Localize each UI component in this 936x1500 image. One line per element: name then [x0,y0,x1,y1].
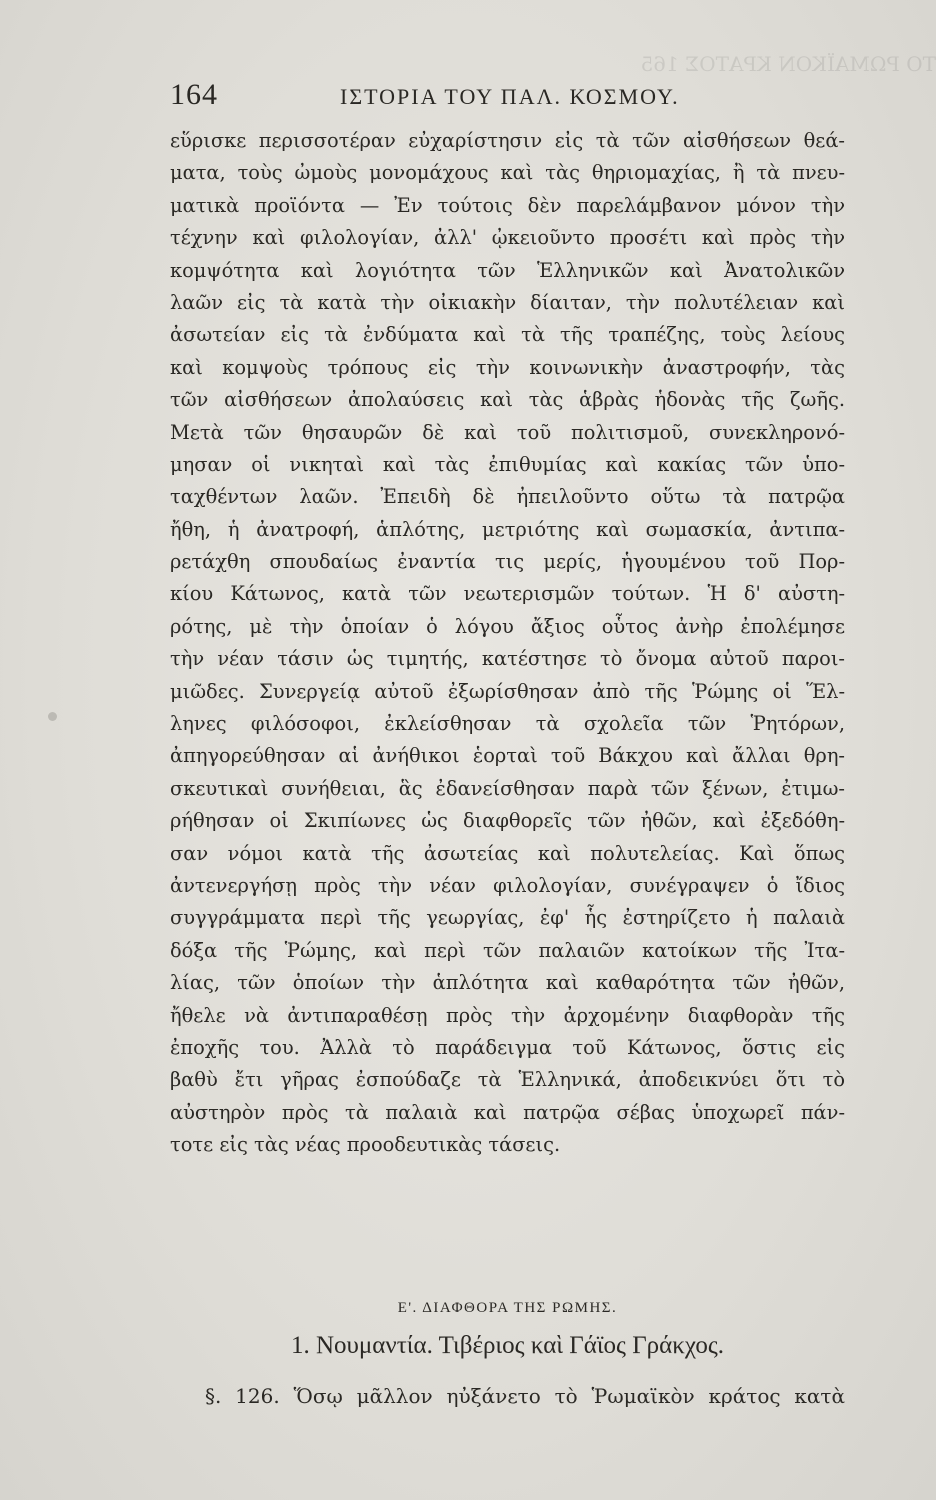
text-line: τέχνην καὶ φιλολογίαν, ἀλλ' ᾠκειοῦντο προσέτι καὶ πρὸς τὴν [170,226,845,250]
text-line: ματικὰ προϊόντα — Ἐν τούτοις δὲν παρελάμβανον μόνον τὴν [170,193,845,217]
text-line: ρήθησαν οἱ Σκιπίωνες ὡς διαφθορεῖς τῶν ἠθῶν, καὶ ἐξεδόθη- [170,809,845,833]
text-line: μησαν οἱ νικηταὶ καὶ τὰς ἐπιθυμίας καὶ κακίας τῶν ὑπο- [170,452,845,476]
text-line: εὕρισκε περισσοτέραν εὐχαρίστησιν εἰς τὰ τῶν αἰσθήσεων θεά- [170,129,845,152]
text-line: λίας, τῶν ὁποίων τὴν ἁπλότητα καὶ καθαρότητα τῶν ἠθῶν, [170,971,845,995]
body-text [170,125,845,1162]
text-line: ἀπηγορεύθησαν αἱ ἀνήθικοι ἑορταὶ τοῦ Βάκχου καὶ ἄλλαι θρη- [170,744,845,768]
text-line: σκευτικαὶ συνήθειαι, ἃς ἐδανείσθησαν παρὰ τῶν ξένων, ἐτιμω- [170,776,845,800]
section-heading: Ε'. ΔΙΑΦΘΟΡΑ ΤΗΣ ΡΩΜΗΣ. [397,1300,618,1316]
paragraph-start: §. 126. Ὅσῳ μᾶλλον ηὐξάνετο τὸ Ῥωμαϊκὸν κράτος κατὰ [205,1384,845,1408]
text-line: κίου Κάτωνος, κατὰ τῶν νεωτερισμῶν τούτων. Ἡ δ' αὐστη- [170,582,845,606]
text-line: ἀντενεργήσῃ πρὸς τὴν νέαν φιλολογίαν, συνέγραψεν ὁ ἴδιος [170,873,845,897]
text-line: Μετὰ τῶν θησαυρῶν δὲ καὶ τοῦ πολιτισμοῦ, συνεκληρονό- [170,420,845,444]
text-line: συγγράμματα περὶ τῆς γεωργίας, ἐφ' ἧς ἐστηρίζετο ἡ παλαιὰ [170,906,845,930]
text-line: σαν νόμοι κατὰ τῆς ἀσωτείας καὶ πολυτελείας. Καὶ ὅπως [170,841,845,865]
text-line: λαῶν εἰς τὰ κατὰ τὴν οἰκιακὴν δίαιταν, τὴν πολυτέλειαν καὶ [170,290,845,314]
text-line: τῶν αἰσθήσεων ἀπολαύσεις καὶ τὰς ἁβρὰς ἡδονὰς τῆς ζωῆς. [170,388,845,412]
text-line: βαθὺ ἔτι γῆρας ἐσπούδαζε τὰ Ἑλληνικά, ἀποδεικνύει ὅτι τὸ [170,1068,845,1092]
text-line: κομψότητα καὶ λογιότητα τῶν Ἑλληνικῶν καὶ Ἀνατολικῶν [170,258,845,282]
text-line: ταχθέντων λαῶν. Ἐπειδὴ δὲ ἠπειλοῦντο οὕτω τὰ πατρῷα [170,485,845,509]
text-line: ἀσωτείαν εἰς τὰ ἐνδύματα καὶ τὰ τῆς τραπέζης, τοὺς λείους [170,323,845,347]
page-header [170,78,840,118]
subsection-title: 1. Νουμαντία. Τιβέριος καὶ Γάϊος Γράκχος. [290,1332,725,1359]
bleed-through-text: ΤΟ ΡΩΜΑΪΚΟΝ ΚΡΑΤΟΣ 165 [640,52,936,76]
running-title: ΙΣΤΟΡΙΑ ΤΟΥ ΠΑΛ. ΚΟΣΜΟΥ. [340,84,680,109]
text-line: ἤθελε νὰ ἀντιπαραθέσῃ πρὸς τὴν ἀρχομένην διαφθορὰν τῆς [170,1003,845,1027]
text-line: ματα, τοὺς ὠμοὺς μονομάχους καὶ τὰς θηριομαχίας, ἢ τὰ πνευ- [170,161,845,185]
text-line: αὐστηρὸν πρὸς τὰ παλαιὰ καὶ πατρῷα σέβας ὑποχωρεῖ πάν- [170,1100,845,1124]
text-line: ρετάχθη σπουδαίως ἐναντία τις μερίς, ἡγουμένου τοῦ Πορ- [170,550,845,574]
text-line: ληνες φιλόσοφοι, ἐκλείσθησαν τὰ σχολεῖα τῶν Ῥητόρων, [170,712,845,736]
text-line: τὴν νέαν τάσιν ὡς τιμητής, κατέστησε τὸ ὄνομα αὐτοῦ παροι- [170,647,845,671]
paper-spot [48,712,57,721]
text-line: καὶ κομψοὺς τρόπους εἰς τὴν κοινωνικὴν ἀναστροφήν, τὰς [170,355,845,379]
text-line: ρότης, μὲ τὴν ὁποίαν ὁ λόγου ἄξιος οὗτος ἀνὴρ ἐπολέμησε [170,614,845,638]
text-line: ἐποχῆς του. Ἀλλὰ τὸ παράδειγμα τοῦ Κάτωνος, ὅστις εἰς [170,1035,845,1059]
page-number: 164 [170,78,218,111]
text-line: δόξα τῆς Ῥώμης, καὶ περὶ τῶν παλαιῶν κατοίκων τῆς Ἰτα- [170,938,845,962]
text-line: ἤθη, ἡ ἀνατροφή, ἁπλότης, μετριότης καὶ σωμασκία, ἀντιπα- [170,517,845,541]
text-line: τοτε εἰς τὰς νέας προοδευτικὰς τάσεις. [170,1133,561,1157]
text-line: μιῶδες. Συνεργείᾳ αὐτοῦ ἐξωρίσθησαν ἀπὸ τῆς Ῥώμης οἱ Ἕλ- [170,679,845,703]
